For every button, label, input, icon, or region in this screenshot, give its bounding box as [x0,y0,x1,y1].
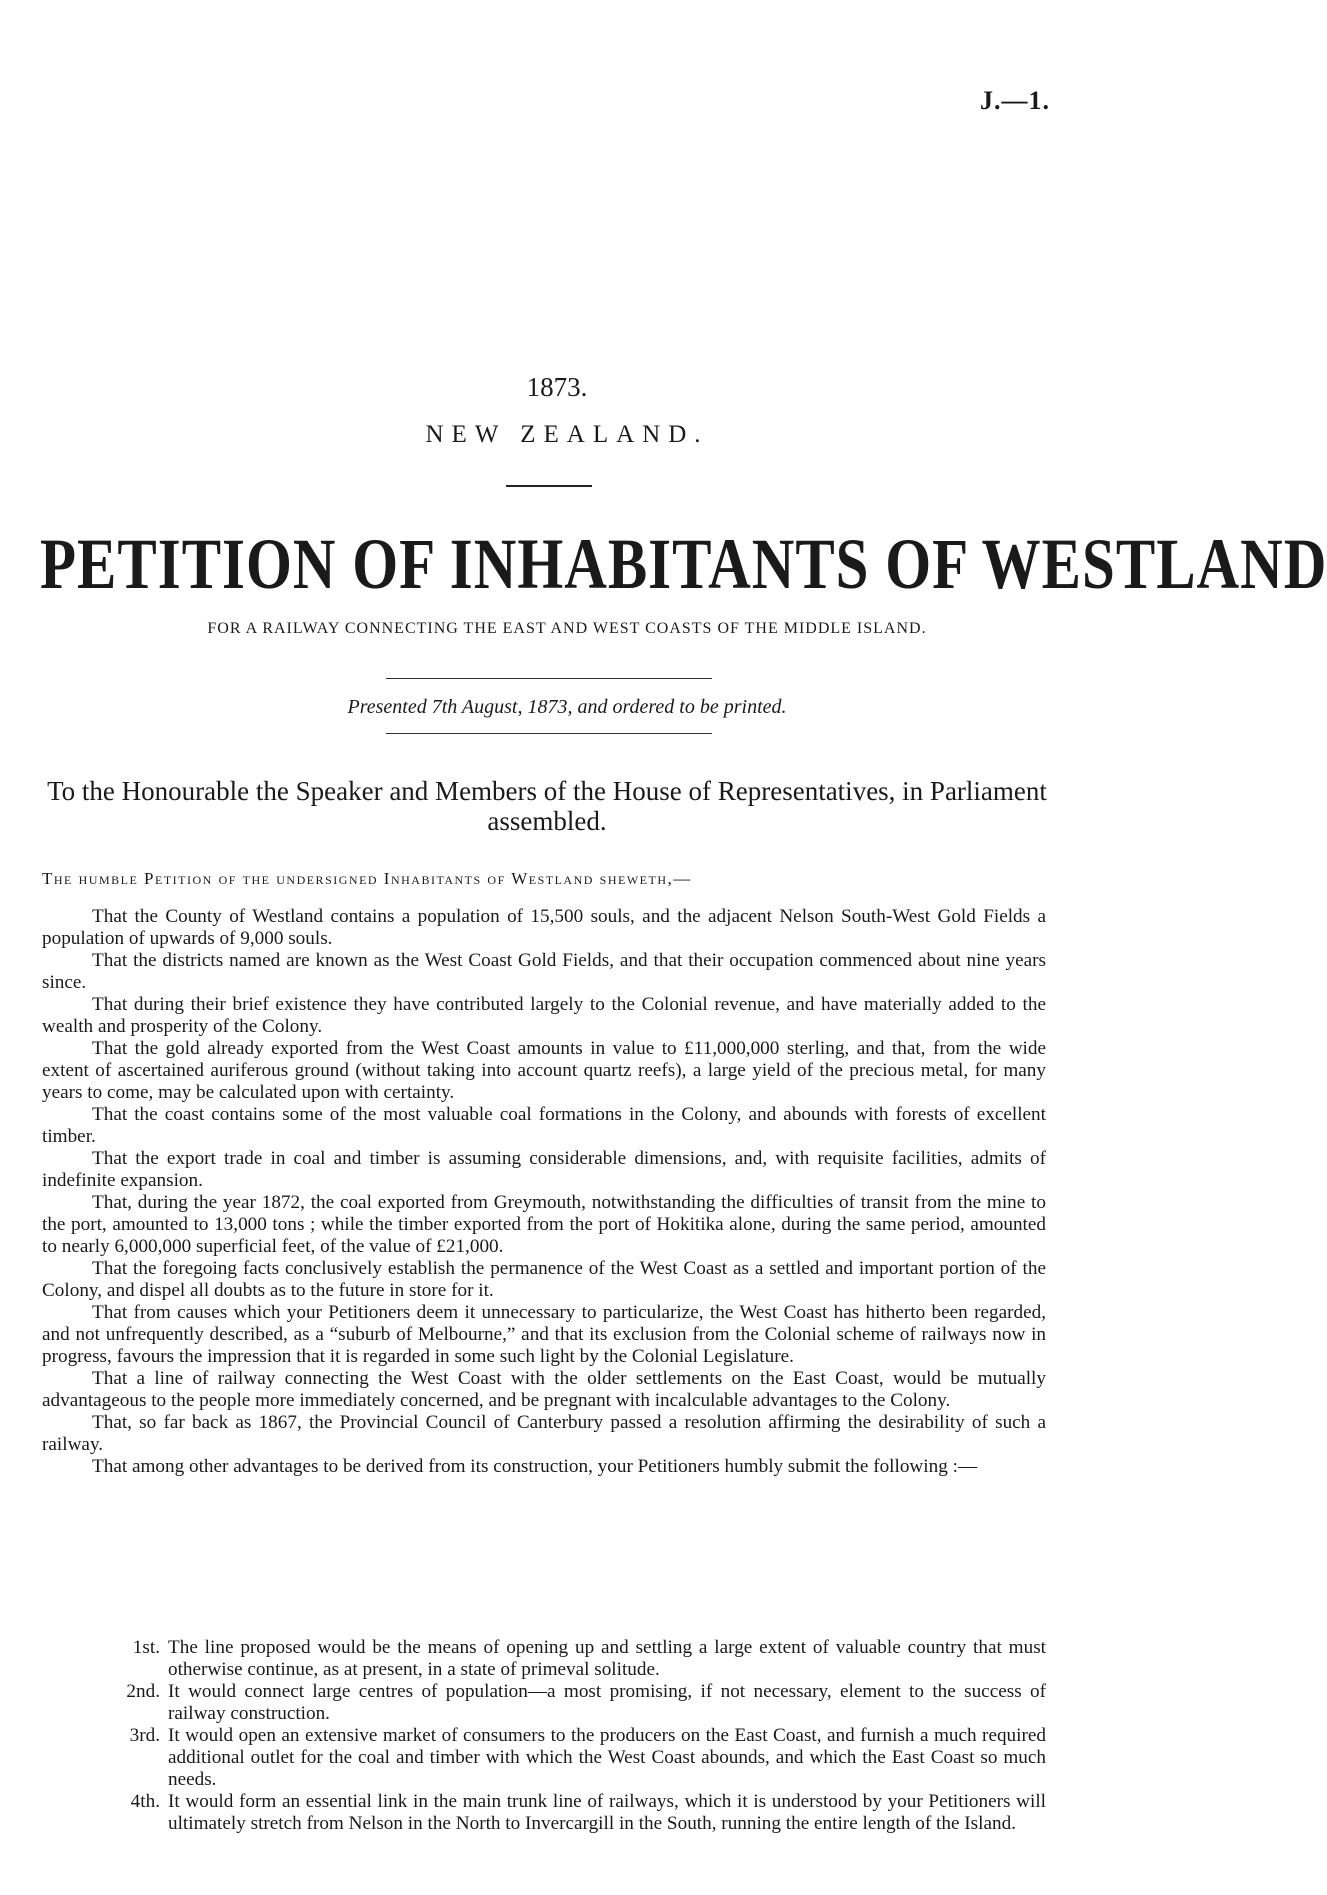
paragraph: That the gold already exported from the West Coast amounts in value to £11,000,000 sterling, and that, from the wide extent of ascertained auriferous ground (without taking into account quartz reefs), a large yield of the precious metal, for many years to come, may be calculated upon with certainty. [42,1038,1046,1103]
list-item [42,1637,1046,1681]
divider [386,733,712,734]
list-item-number: 2nd. [126,1681,160,1702]
country: NEW ZEALAND. [425,421,709,448]
paragraph: That the coast contains some of the most valuable coal formations in the Colony, and abounds with forests of excellent timber. [42,1104,1046,1147]
paragraph: That among other advantages to be derived from its construction, your Petitioners humbly submit the following :— [92,1456,978,1477]
paragraph: That, during the year 1872, the coal exported from Greymouth, notwithstanding the difficulties of transit from the mine to the port, amounted to 13,000 tons ; while the timber exported from the port of Hokitika alone, during the same period, amounted to nearly 6,000,000 superficial feet, of the value of £21,000. [42,1192,1046,1257]
presented-note: Presented 7th August, 1873, and ordered to be printed. [347,696,787,718]
list-item-text: It would form an essential link in the main trunk line of railways, which it is understood by your Petitioners will ultimately stretch from Nelson in the North to Invercargill in the South, running the entire length of the Island. [168,1791,1046,1834]
list-item-number: 4th. [130,1791,160,1812]
list-item [42,1791,1046,1835]
paper-reference: J.—1. [980,86,1050,115]
list-item-text: It would open an extensive market of consumers to the producers on the East Coast, and furnish a much required additional outlet for the coal and timber with which the West Coast abounds, and which the East Coast so much needs. [168,1725,1046,1790]
list-item-number: 1st. [132,1637,160,1658]
petition-heading: The humble Petition of the undersigned Inhabitants of Westland sheweth,— [42,869,692,888]
divider [506,485,592,487]
document-title: PETITION OF INHABITANTS OF WESTLAND [40,523,1327,604]
paragraph: That from causes which your Petitioners deem it unnecessary to particularize, the West Coast has hitherto been regarded, and not unfrequently described, as a “suburb of Melbourne,” and that its exclusion from the Colonial scheme of railways now in progress, favours the impression that it is regarded in some such light by the Colonial Legislature. [42,1302,1046,1367]
paragraph: That a line of railway connecting the West Coast with the older settlements on the East Coast, would be mutually advantageous to the people more immediately concerned, and be pregnant with incalculable advantages to the Colony. [42,1368,1046,1411]
list-item-number: 3rd. [129,1725,160,1746]
paragraph: That the foregoing facts conclusively establish the permanence of the West Coast as a settled and important portion of the Colony, and dispel all doubts as to the future in store for it. [42,1258,1046,1301]
address: To the Honourable the Speaker and Members of the House of Representatives, in Parliament assembled. [47,776,1047,836]
paragraph: That the export trade in coal and timber is assuming considerable dimensions, and, with requisite facilities, admits of indefinite expansion. [42,1148,1046,1191]
advantages-list [42,1637,1046,1835]
petition-body [42,906,1046,1478]
paragraph: That, so far back as 1867, the Provincial Council of Canterbury passed a resolution affirming the desirability of such a railway. [42,1412,1046,1455]
document-subtitle: FOR A RAILWAY CONNECTING THE EAST AND WEST COASTS OF THE MIDDLE ISLAND. [207,620,927,637]
divider [386,678,712,679]
paragraph: That the County of Westland contains a population of 15,500 souls, and the adjacent Nelson South-West Gold Fields a population of upwards of 9,000 souls. [42,906,1046,949]
list-item [42,1725,1046,1791]
list-item-text: It would connect large centres of population—a most promising, if not necessary, element to the success of railway construction. [168,1681,1046,1724]
year: 1873. [526,372,588,402]
paragraph: That the districts named are known as the West Coast Gold Fields, and that their occupation commenced about nine years since. [42,950,1046,993]
list-item-text: The line proposed would be the means of opening up and settling a large extent of valuable country that must otherwise continue, as at present, in a state of primeval solitude. [168,1637,1046,1680]
paragraph: That during their brief existence they have contributed largely to the Colonial revenue, and have materially added to the wealth and prosperity of the Colony. [42,994,1046,1037]
list-item [42,1681,1046,1725]
